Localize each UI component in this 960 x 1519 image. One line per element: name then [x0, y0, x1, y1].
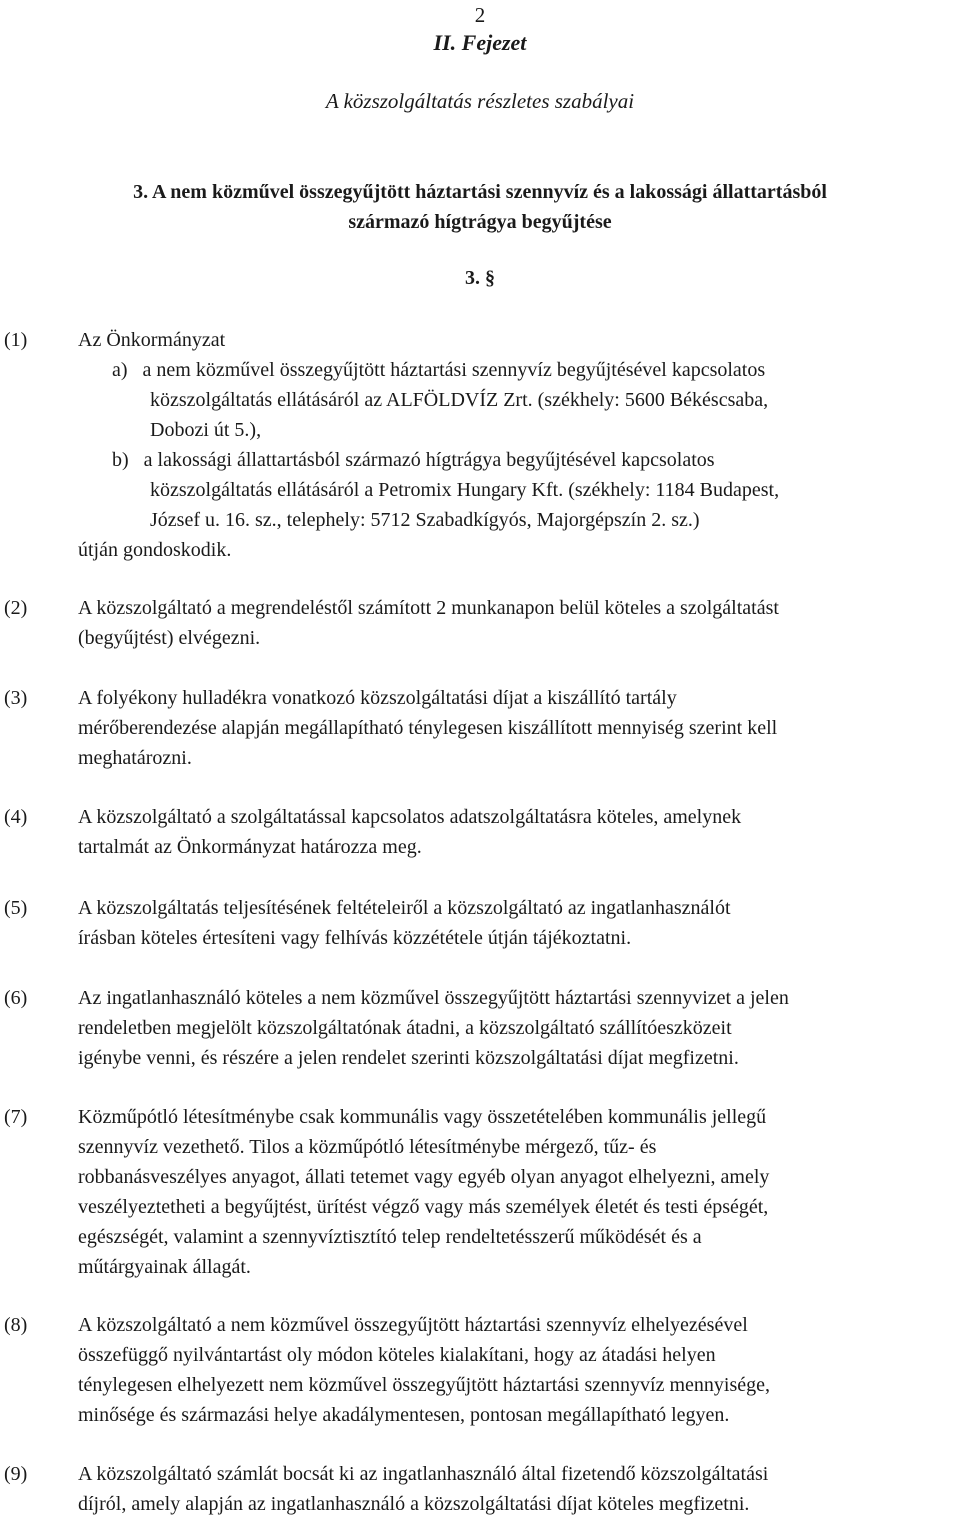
- paragraph-line: (begyűjtést) elvégezni.: [78, 627, 261, 649]
- paragraph-line: egészségét, valamint a szennyvíztisztító telep rendeltetésszerű működését és a: [78, 1226, 702, 1248]
- section-title: [0, 177, 960, 237]
- paragraph-line: A közszolgáltató számlát bocsát ki az ingatlanhasználó által fizetendő közszolgáltatási: [78, 1463, 769, 1485]
- paragraph-label: (1): [4, 329, 28, 351]
- paragraph-line: műtárgyainak állagát.: [78, 1256, 251, 1278]
- item-label: b): [112, 449, 129, 471]
- paragraph-label: (2): [4, 597, 28, 619]
- section-title-line-1: 3. A nem közművel összegyűjtött háztartási szennyvíz és a lakossági állattartásból: [133, 181, 827, 203]
- paragraph-line: veszélyeztetheti a begyűjtést, ürítést végző vagy más személyek életét és testi épségét,: [78, 1196, 769, 1218]
- paragraph-line: A folyékony hulladékra vonatkozó közszolgáltatási díjat a kiszállító tartály: [78, 687, 677, 709]
- paragraph-line: összefüggő nyilvántartást oly módon köteles kialakítani, hogy az átadási helyen: [78, 1344, 716, 1366]
- paragraph-line: szennyvíz vezethető. Tilos a közműpótló létesítménybe mérgező, tűz- és: [78, 1136, 657, 1158]
- item-label: a): [112, 359, 128, 381]
- item-b: [112, 445, 954, 475]
- paragraph-line: igénybe venni, és részére a jelen rendelet szerinti közszolgáltatási díjat megfizetni.: [78, 1047, 739, 1069]
- paragraph-label: (6): [4, 987, 28, 1009]
- item-a: [112, 355, 954, 385]
- item-line: Dobozi út 5.),: [150, 419, 262, 441]
- paragraph-line: ténylegesen elhelyezett nem közművel összegyűjtött háztartási szennyvíz mennyisége,: [78, 1374, 770, 1396]
- paragraph-line: Közműpótló létesítménybe csak kommunális vagy összetételében kommunális jellegű: [78, 1106, 767, 1128]
- paragraph-line: meghatározni.: [78, 747, 192, 769]
- paragraph-line: robbanásveszélyes anyagot, állati tetemet vagy egyéb olyan anyagot elhelyezni, amely: [78, 1166, 770, 1188]
- section-title-line-2: származó hígtrágya begyűjtése: [348, 211, 612, 233]
- item-line: közszolgáltatás ellátásáról a Petromix Hungary Kft. (székhely: 1184 Budapest,: [150, 479, 780, 501]
- paragraph-line: Az ingatlanhasználó köteles a nem közművel összegyűjtött háztartási szennyvizet a jelen: [78, 987, 789, 1009]
- paragraph-line: A közszolgáltató a megrendeléstől számított 2 munkanapon belül köteles a szolgáltatást: [78, 597, 779, 619]
- paragraph-number: 3. §: [465, 267, 495, 289]
- paragraph-intro: Az Önkormányzat: [78, 329, 226, 351]
- paragraph-line: rendeletben megjelölt közszolgáltatónak átadni, a közszolgáltató szállítóeszközeit: [78, 1017, 732, 1039]
- paragraph-outro: útján gondoskodik.: [78, 539, 232, 561]
- paragraph-label: (5): [4, 897, 28, 919]
- paragraph-label: (7): [4, 1106, 28, 1128]
- paragraph-line: A közszolgáltató a nem közművel összegyűjtött háztartási szennyvíz elhelyezésével: [78, 1314, 748, 1336]
- paragraph-label: (3): [4, 687, 28, 709]
- page-number: 2: [474, 3, 486, 27]
- chapter-heading: II. Fejezet: [433, 30, 527, 55]
- paragraph-line: A közszolgáltató a szolgáltatással kapcsolatos adatszolgáltatásra köteles, amelynek: [78, 806, 742, 828]
- paragraph-line: írásban köteles értesíteni vagy felhívás közzététele útján tájékoztatni.: [78, 927, 632, 949]
- item-line: József u. 16. sz., telephely: 5712 Szabadkígyós, Majorgépszín 2. sz.): [150, 509, 700, 531]
- paragraph-label: (4): [4, 806, 28, 828]
- item-line: közszolgáltatás ellátásáról az ALFÖLDVÍZ Zrt. (székhely: 5600 Békéscsaba,: [150, 389, 769, 411]
- paragraph-line: díjról, amely alapján az ingatlanhasználó a közszolgáltatási díjat köteles megfizetni.: [78, 1493, 750, 1515]
- paragraph-line: mérőberendezése alapján megállapítható ténylegesen kiszállított mennyiség szerint kell: [78, 717, 778, 739]
- paragraph-label: (8): [4, 1314, 28, 1336]
- item-line: a nem közművel összegyűjtött háztartási szennyvíz begyűjtésével kapcsolatos: [142, 359, 766, 381]
- chapter-subtitle: A közszolgáltatás részletes szabályai: [325, 89, 635, 113]
- paragraph-line: tartalmát az Önkormányzat határozza meg.: [78, 836, 422, 858]
- paragraph-label: (9): [4, 1463, 28, 1485]
- item-line: a lakossági állattartásból származó hígtrágya begyűjtésével kapcsolatos: [143, 449, 715, 471]
- paragraph-line: minősége és származási helye akadálymentesen, pontosan megállapítható legyen.: [78, 1404, 730, 1426]
- paragraph-line: A közszolgáltatás teljesítésének feltételeiről a közszolgáltató az ingatlanhasználót: [78, 897, 731, 919]
